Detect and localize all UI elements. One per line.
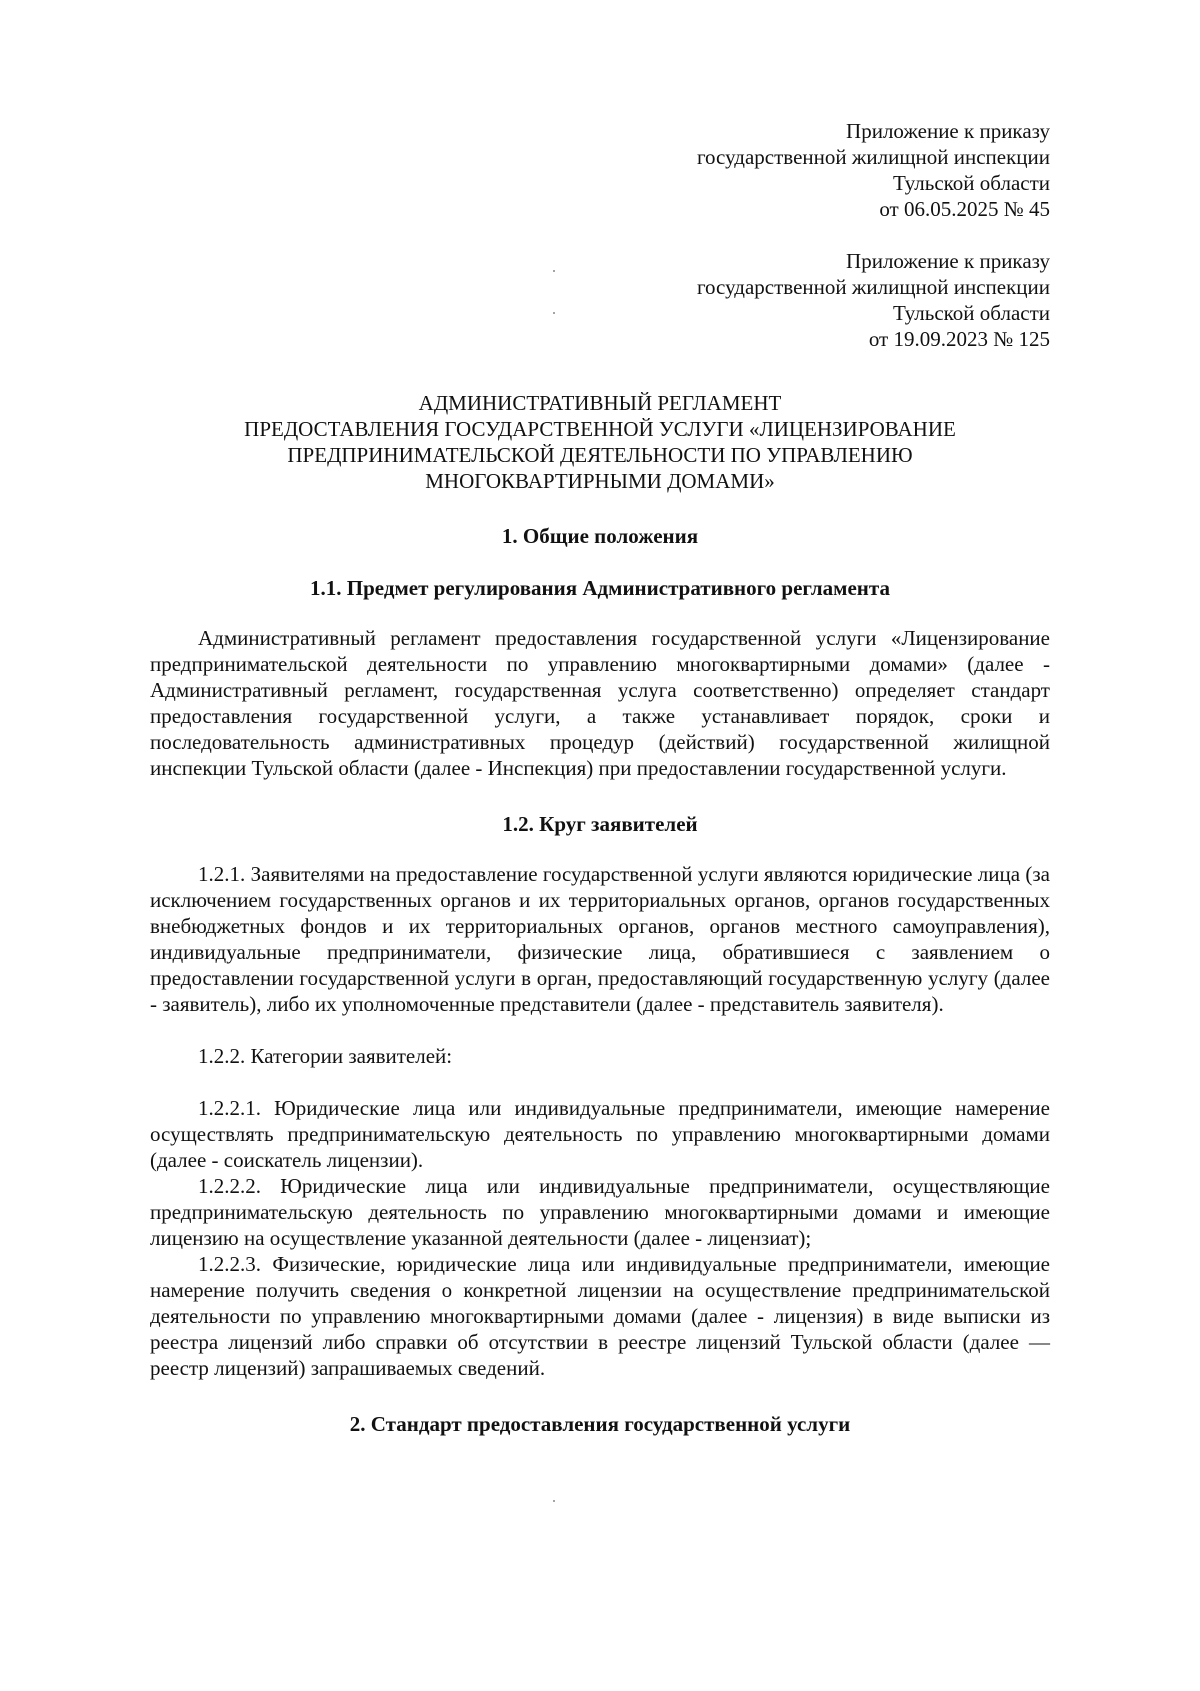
appendix-line: государственной жилищной инспекции — [696, 275, 1050, 299]
paragraph-1-2-2-2: 1.2.2.2. Юридические лица или индивидуальные предприниматели, осуществляющие предпринимательскую деятельность по управлению многоквартирными домами и имеющие лицензию на осуществление указанной деятельности (далее - лицензиат); — [150, 1174, 1050, 1250]
paragraph-1-2-2: 1.2.2. Категории заявителей: — [198, 1044, 453, 1068]
paragraph-1-2-1: 1.2.1. Заявителями на предоставление государственной услуги являются юридические лица (за исключением государственных органов и их территориальных органов, органов государственных внебюджетных фондов и их территориальных органов, органов местного самоуправления), индивидуальные предприниматели, физические лица, обратившиеся с заявлением о предоставлении государственной услуги в орган, предоставляющий государственную услугу (далее - заявитель), либо их уполномоченные представители (далее - представитель заявителя). — [150, 862, 1050, 1016]
title-line: МНОГОКВАРТИРНЫМИ ДОМАМИ» — [425, 469, 775, 493]
document-title — [150, 390, 1050, 494]
appendix-date: от 06.05.2025 № 45 — [879, 197, 1050, 221]
paragraph-1-2-2-1: 1.2.2.1. Юридические лица или индивидуальные предприниматели, имеющие намерение осуществлять предпринимательскую деятельность по управлению многоквартирными домами (далее - соискатель лицензии). — [150, 1096, 1050, 1172]
scan-speck — [553, 270, 555, 272]
title-line: АДМИНИСТРАТИВНЫЙ РЕГЛАМЕНТ — [418, 391, 782, 415]
section-heading-1: 1. Общие положения — [501, 524, 699, 548]
title-line: ПРЕДОСТАВЛЕНИЯ ГОСУДАРСТВЕННОЙ УСЛУГИ «ЛИЦЕНЗИРОВАНИЕ — [244, 417, 956, 441]
paragraph-1-1: Административный регламент предоставления государственной услуги «Лицензирование предпринимательской деятельности по управлению многоквартирными домами» (далее - Административный регламент, государственная услуга соответственно) определяет стандарт предоставления государственной услуги, а также устанавливает порядок, сроки и последовательность административных процедур (действий) государственной жилищной инспекции Тульской области (далее - Инспекция) при предоставлении государственной услуги. — [150, 626, 1050, 780]
appendix-line: Приложение к приказу — [846, 119, 1050, 143]
title-line: ПРЕДПРИНИМАТЕЛЬСКОЙ ДЕЯТЕЛЬНОСТИ ПО УПРАВЛЕНИЮ — [287, 443, 913, 467]
subsection-heading-1-1: 1.1. Предмет регулирования Административного регламента — [310, 576, 890, 600]
appendix-line: Приложение к приказу — [846, 249, 1050, 273]
appendix-line: государственной жилищной инспекции — [696, 145, 1050, 169]
scan-speck — [553, 1500, 555, 1502]
paragraph-1-2-2-3: 1.2.2.3. Физические, юридические лица или индивидуальные предприниматели, имеющие намерение получить сведения о конкретной лицензии на осуществление предпринимательской деятельности по управлению многоквартирными домами (далее - лицензия) в виде выписки из реестра лицензий либо справки об отсутствии в реестре лицензий Тульской области (далее — реестр лицензий) запрашиваемых сведений. — [150, 1252, 1050, 1380]
scan-speck — [553, 312, 555, 314]
appendix-block-current — [150, 118, 1050, 222]
subsection-heading-1-2: 1.2. Круг заявителей — [502, 812, 698, 836]
appendix-line: Тульской области — [892, 171, 1050, 195]
appendix-date: от 19.09.2023 № 125 — [868, 327, 1050, 351]
appendix-block-previous — [150, 248, 1050, 352]
section-heading-2: 2. Стандарт предоставления государственной услуги — [349, 1412, 851, 1436]
appendix-line: Тульской области — [892, 301, 1050, 325]
document-page — [150, 118, 1050, 1437]
